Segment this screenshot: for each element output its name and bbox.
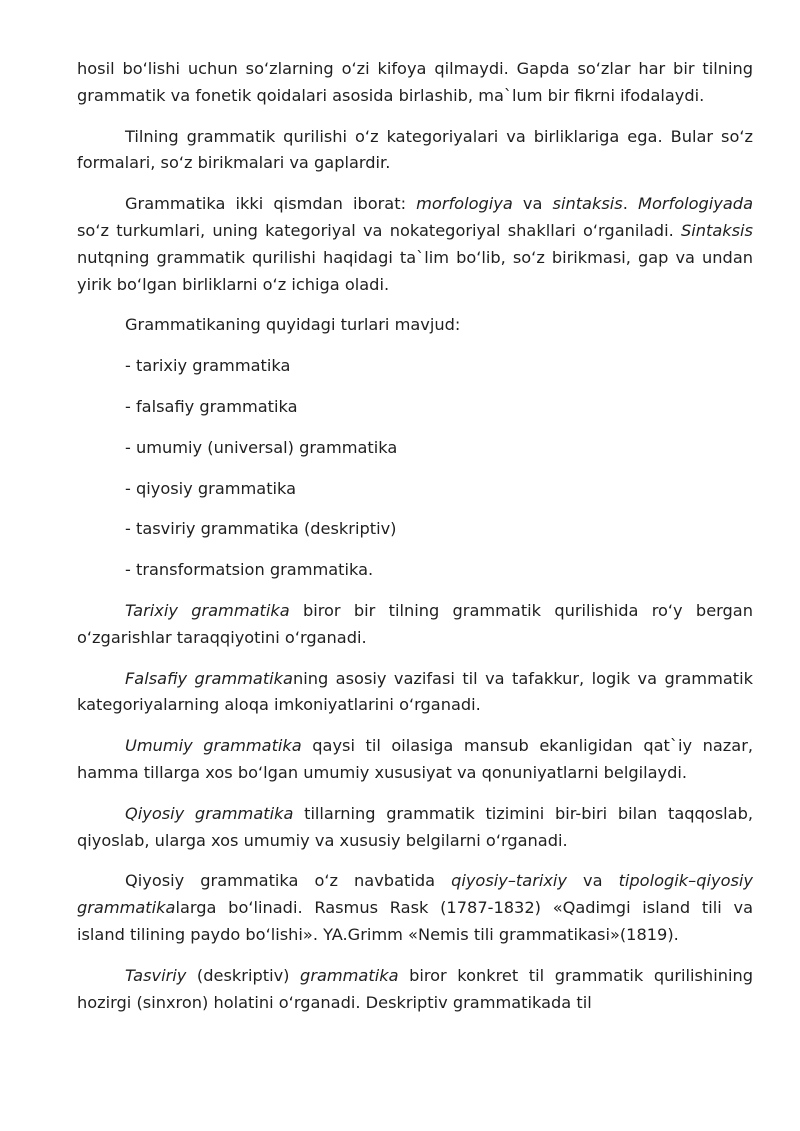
text-run: so‘z turkumlari, uning kategoriyal va nokategoriyal shakllari o‘rganiladi. bbox=[77, 220, 681, 240]
list-item: - tasviriy grammatika (deskriptiv) bbox=[125, 519, 397, 539]
text-run: tillarning grammatik tizimini bir-biri bilan taqqoslab, qiyoslab, ularga xos umumiy va xususiy belgilarni o‘rganadi. bbox=[77, 803, 754, 850]
text-run: va bbox=[567, 871, 619, 891]
grammar-types-list bbox=[77, 353, 753, 584]
list-item: - falsafiy grammatika bbox=[125, 396, 298, 416]
term-morfologiya: morfologiya bbox=[416, 194, 513, 214]
term-sintaksis: sintaksis bbox=[552, 194, 623, 214]
list-item: - qiyosiy grammatika bbox=[125, 478, 297, 498]
term-tarixiy: Tarixiy grammatika bbox=[125, 600, 290, 620]
text-run: . bbox=[622, 194, 638, 214]
paragraph-5 bbox=[77, 598, 753, 652]
paragraph-9 bbox=[77, 868, 753, 948]
text-run: (deskriptiv) bbox=[186, 965, 301, 985]
text-run: va bbox=[512, 194, 553, 214]
term-umumiy: Umumiy grammatika bbox=[125, 736, 302, 756]
paragraph-7 bbox=[77, 733, 753, 787]
list-item: - transformatsion grammatika. bbox=[125, 560, 374, 580]
text-run: larga bo‘linadi. Rasmus Rask (1787-1832) «Qadimgi island tili va island tilining paydo bo‘lishi». YA.Grimm «Nemis tili grammatikasi»(1819). bbox=[77, 898, 753, 944]
text-run: qaysi til oilasiga mansub ekanligidan qat`iy nazar, hamma tillarga xos bo‘lgan umumiy xususiyat va qonuniyatlarni belgilaydi. bbox=[77, 736, 753, 782]
paragraph-3 bbox=[77, 191, 753, 298]
text-run: Qiyosiy grammatika o‘z navbatida bbox=[125, 871, 452, 891]
term-tasviriy: Tasviriy bbox=[125, 965, 187, 985]
text-run: Grammatika ikki qismdan iborat: bbox=[125, 194, 417, 214]
paragraph-8 bbox=[77, 801, 753, 855]
term-falsafiy: Falsafiy grammatika bbox=[125, 668, 293, 688]
term-morfologiyada: Morfologiyada bbox=[638, 194, 753, 214]
term-sintaksis-2: Sintaksis bbox=[680, 220, 753, 240]
list-item: - tarixiy grammatika bbox=[125, 356, 291, 376]
text-run: biror bir tilning grammatik qurilishida ro‘y bergan o‘zgarishlar taraqqiyotini o‘rganadi. bbox=[77, 600, 753, 647]
term-grammatika: grammatika bbox=[300, 965, 399, 985]
paragraph-6 bbox=[77, 666, 753, 720]
text-run: nutqning grammatik qurilishi haqidagi ta`lim bo‘lib, so‘z birikmasi, gap va undan yirik bo‘lgan birliklarni o‘z ichiga oladi. bbox=[77, 247, 753, 294]
body-text bbox=[77, 56, 753, 1030]
paragraph-10 bbox=[77, 963, 753, 1017]
paragraph-1: hosil bo‘lishi uchun so‘zlarning o‘zi kifoya qilmaydi. Gapda so‘zlar har bir tilning grammatik va fonetik qoidalari asosida birlashib, ma`lum bir fikrni ifodalaydi. bbox=[77, 59, 753, 105]
paragraph-4: Grammatikaning quyidagi turlari mavjud: bbox=[125, 315, 461, 335]
term-tipologik-qiyosiy: tipologik–qiyosiy grammatika bbox=[77, 871, 753, 918]
text-run: biror konkret til grammatik qurilishining hozirgi (sinxron) holatini o‘rganadi. Deskriptiv grammatikada til bbox=[77, 965, 753, 1012]
term-qiyosiy-tarixiy: qiyosiy–tarixiy bbox=[451, 871, 567, 891]
paragraph-2: Tilning grammatik qurilishi o‘z kategoriyalari va birliklariga ega. Bular so‘z formalari, so‘z birikmalari va gaplardir. bbox=[77, 126, 753, 173]
term-qiyosiy: Qiyosiy grammatika bbox=[125, 803, 294, 823]
text-run: ning asosiy vazifasi til va tafakkur, logik va grammatik kategoriyalarning aloqa imkoniyatlarini o‘rganadi. bbox=[77, 668, 753, 715]
list-item: - umumiy (universal) grammatika bbox=[125, 437, 398, 457]
